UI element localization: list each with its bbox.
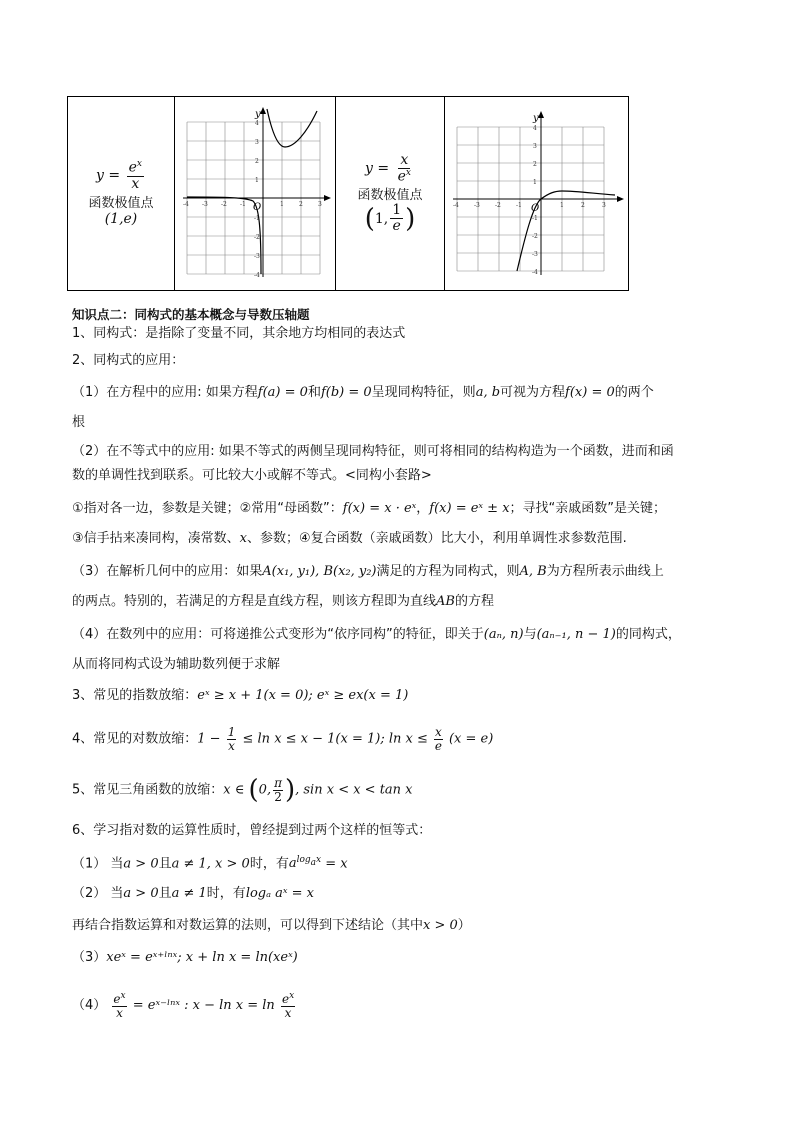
svg-text:-4: -4 bbox=[453, 202, 459, 209]
svg-text:2: 2 bbox=[533, 161, 537, 168]
paragraph: 5、常见三角函数的放缩：x ∈ (0, $\frac{\pi}{2}$ ), sin x < x < tan x bbox=[72, 775, 413, 806]
section-heading: 知识点二：同构式的基本概念与导数压轴题 bbox=[72, 307, 310, 322]
svg-text:-1: -1 bbox=[240, 201, 246, 208]
paragraph: （1） 当a > 0且a ≠ 1, x > 0时，有$a^{log_ax} = x$ bbox=[72, 855, 348, 872]
svg-text:1: 1 bbox=[280, 201, 284, 208]
fraction: $\frac{e^x}{x}$ bbox=[128, 159, 142, 192]
formula-y: y = bbox=[365, 160, 390, 177]
svg-text:-1: -1 bbox=[532, 215, 538, 222]
svg-text:2: 2 bbox=[255, 158, 259, 165]
svg-text:2: 2 bbox=[299, 201, 303, 208]
extreme-point-caption: 函数极值点 bbox=[88, 195, 154, 211]
paragraph: （2）在不等式中的应用: 如果不等式的两侧呈现同构特征，则可将相同的结构构造为一个函数，进而和函 bbox=[72, 444, 674, 459]
svg-text:-2: -2 bbox=[532, 233, 538, 240]
svg-text:1: 1 bbox=[533, 179, 537, 186]
function-table bbox=[67, 96, 629, 291]
paragraph: （3）xeˣ = eˣ⁺ˡⁿˣ; x + ln x = ln(xeˣ) bbox=[72, 950, 298, 965]
paragraph: 数的单调性找到联系。可比较大小或解不等式。<同构小套路> bbox=[72, 468, 432, 483]
paragraph: （3）在解析几何中的应用：如果A(x₁, y₁), B(x₂, y₂)满足的方程为同构式，则A, B为方程所表示曲线上 bbox=[72, 564, 664, 579]
svg-text:y: y bbox=[533, 113, 539, 124]
svg-text:-1: -1 bbox=[254, 215, 260, 222]
svg-text:y: y bbox=[255, 109, 261, 120]
paragraph: 2、同构式的应用： bbox=[72, 353, 185, 368]
svg-text:2: 2 bbox=[581, 202, 585, 209]
formula-cell-ex-over-x bbox=[68, 97, 174, 290]
svg-text:-4: -4 bbox=[183, 201, 189, 208]
extreme-point-value: ( 1, $\frac{1}{e}$ ) bbox=[364, 202, 416, 235]
paragraph: 1、同构式：是指除了变量不同，其余地方均相同的表达式 bbox=[72, 326, 406, 341]
svg-text:-3: -3 bbox=[202, 201, 208, 208]
formula-cell-x-over-ex bbox=[336, 97, 444, 290]
extreme-point-caption: 函数极值点 bbox=[357, 188, 423, 204]
svg-text:-3: -3 bbox=[532, 251, 538, 258]
extreme-point-value: (1,e) bbox=[104, 210, 138, 227]
svg-text:-3: -3 bbox=[254, 253, 260, 260]
svg-text:1: 1 bbox=[560, 202, 564, 209]
paragraph: ③信手拈来凑同构，凑常数、x、参数；④复合函数（亲戚函数）比大小，利用单调性求参数范围. bbox=[72, 531, 627, 546]
svg-text:-4: -4 bbox=[254, 272, 260, 279]
paragraph: 6、学习指对数的运算性质时，曾经提到过两个这样的恒等式： bbox=[72, 823, 432, 838]
svg-text:-4: -4 bbox=[532, 269, 538, 276]
formula-y: y = bbox=[96, 168, 121, 184]
svg-text:-2: -2 bbox=[221, 201, 227, 208]
paragraph: 4、常见的对数放缩：1 − $\frac{1}{x}$ ≤ ln x ≤ x − 1(x = 1); ln x ≤ $\frac{x}{e}$ (x = e) bbox=[72, 725, 494, 753]
svg-text:3: 3 bbox=[602, 202, 606, 209]
paragraph: （4） $\frac{e^x}{x}$ = eˣ⁻ˡⁿˣ : x − ln x = ln $\frac{e^x}{x}$ bbox=[72, 991, 295, 1020]
svg-text:-2: -2 bbox=[495, 202, 501, 209]
svg-text:-3: -3 bbox=[474, 202, 480, 209]
svg-text:4: 4 bbox=[533, 125, 537, 132]
graph-x-over-ex bbox=[445, 97, 630, 291]
svg-text:3: 3 bbox=[255, 139, 259, 146]
svg-text:1: 1 bbox=[255, 177, 259, 184]
fraction: $\frac{x}{e^x}$ bbox=[397, 152, 411, 185]
paragraph: ①指对各一边，参数是关键；②常用“母函数”：f(x) = x · eˣ，f(x) = eˣ ± x；寻找“亲戚函数”是关键； bbox=[72, 501, 667, 516]
svg-text:-2: -2 bbox=[254, 234, 260, 241]
svg-text:3: 3 bbox=[533, 143, 537, 150]
svg-text:-1: -1 bbox=[516, 202, 522, 209]
svg-text:4: 4 bbox=[255, 120, 259, 127]
graph-ex-over-x bbox=[175, 97, 335, 291]
svg-text:3: 3 bbox=[318, 201, 322, 208]
svg-text:O: O bbox=[531, 203, 540, 214]
paragraph: （2） 当a > 0且a ≠ 1时，有logₐ aˣ = x bbox=[72, 886, 314, 901]
paragraph: （4）在数列中的应用：可将递推公式变形为“依序同构”的特征，即关于(aₙ, n)与(aₙ₋₁, n − 1)的同构式， bbox=[72, 627, 681, 642]
paragraph: （1）在方程中的应用: 如果方程f(a) = 0和f(b) = 0呈现同构特征，则a, b可视为方程f(x) = 0的两个 bbox=[72, 385, 654, 400]
paragraph: 从而将同构式设为辅助数列便于求解 bbox=[72, 657, 281, 672]
paragraph: 根 bbox=[72, 415, 86, 430]
paragraph: 的两点。特别的，若满足的方程是直线方程，则该方程即为直线AB的方程 bbox=[72, 594, 494, 609]
paragraph: 3、常见的指数放缩：eˣ ≥ x + 1(x = 0); eˣ ≥ ex(x = 1) bbox=[72, 688, 409, 703]
paragraph: 再结合指数运算和对数运算的法则，可以得到下述结论（其中x > 0） bbox=[72, 918, 471, 933]
svg-text:O: O bbox=[253, 202, 262, 213]
